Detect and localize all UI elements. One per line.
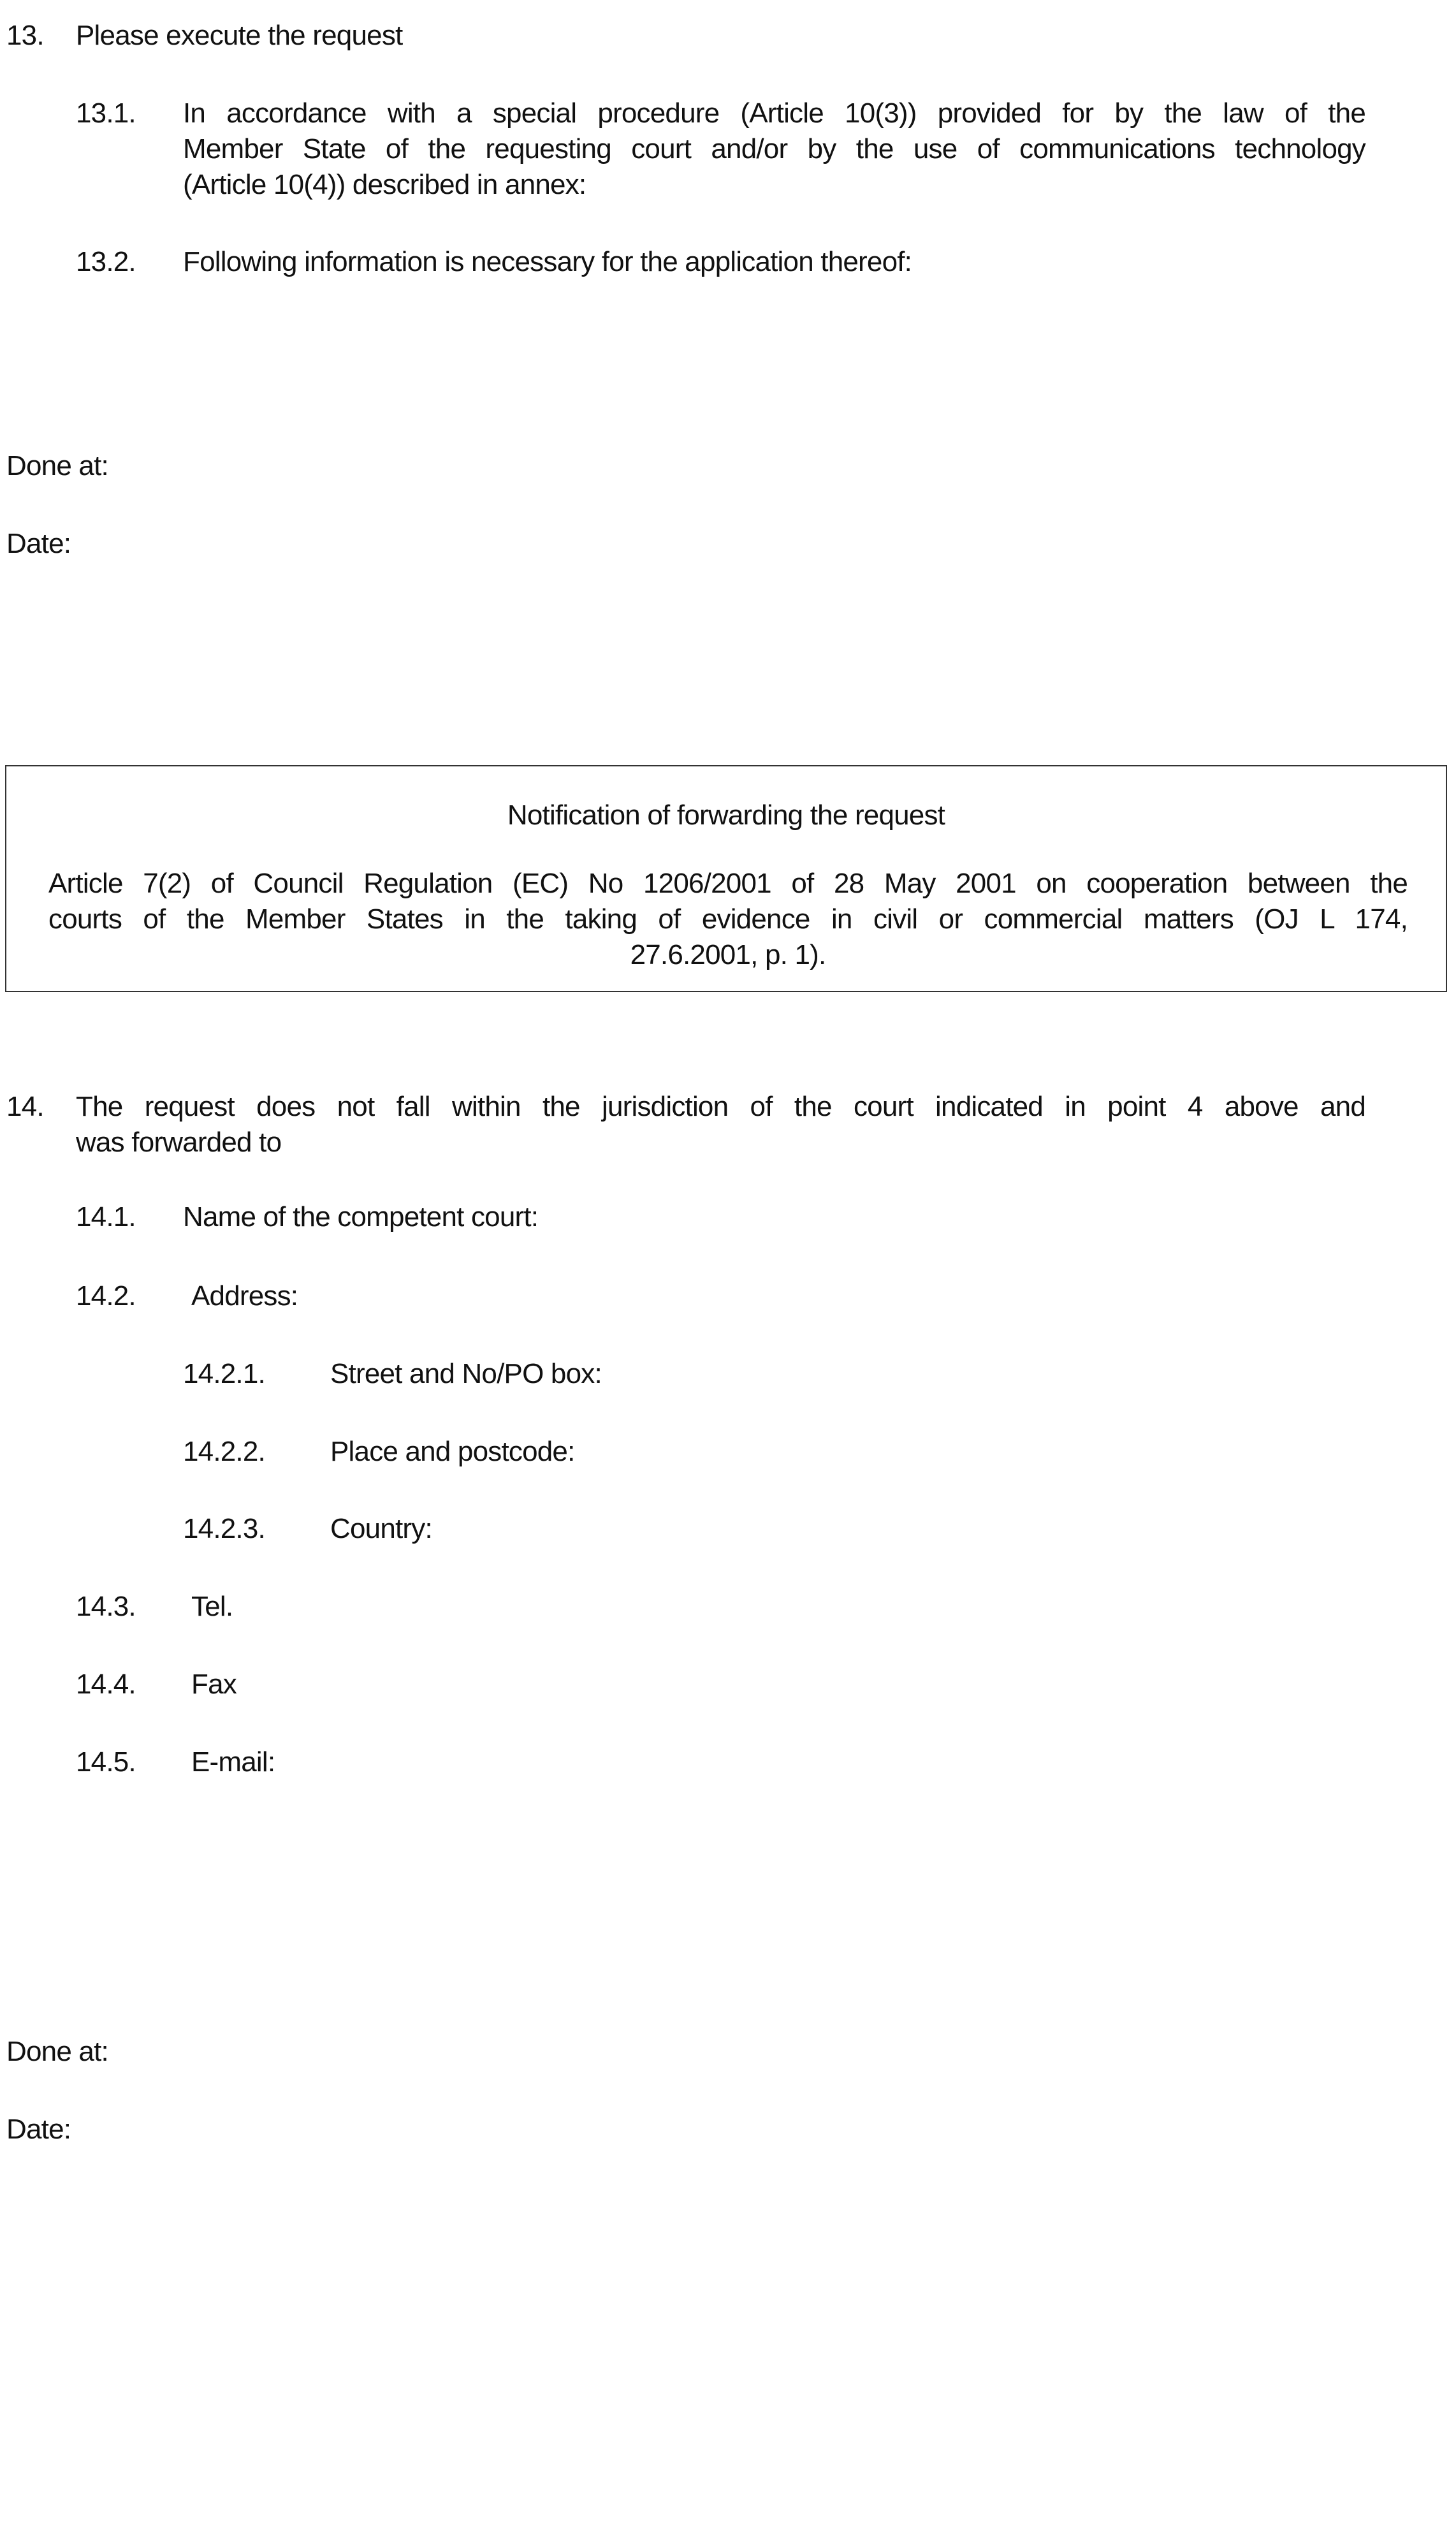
done-at-label: Done at: — [6, 450, 108, 481]
item-14-2-2-number: 14.2.2. — [183, 1436, 265, 1467]
item-13-2-text: Following information is necessary for the application thereof: — [183, 246, 912, 277]
text-line: The request does not fall within the jurisdiction of the court indicated in point 4 above and — [76, 1091, 1365, 1122]
item-14-1-label: Name of the competent court: — [183, 1201, 539, 1232]
text-line: was forwarded to — [76, 1127, 282, 1158]
item-14-5-number: 14.5. — [76, 1746, 136, 1778]
item-13-2-number: 13.2. — [76, 246, 136, 277]
item-14-3-number: 14.3. — [76, 1591, 136, 1622]
notification-text — [48, 866, 1408, 973]
text-line: In accordance with a special procedure (Article 10(3)) provided for by the law of the — [183, 98, 1365, 129]
date-label-2: Date: — [6, 2114, 71, 2145]
item-14-3-label: Tel. — [191, 1591, 233, 1622]
text-line: Member State of the requesting court and/or by the use of communications technology — [183, 133, 1365, 165]
notification-title: Notification of forwarding the request — [507, 800, 945, 831]
text-line: Article 7(2) of Council Regulation (EC) No 1206/2001 of 28 May 2001 on cooperation between the — [48, 868, 1408, 899]
text-line: courts of the Member States in the taking of evidence in civil or commercial matters (OJ L 174, — [48, 903, 1408, 935]
text-line: 27.6.2001, p. 1). — [630, 939, 826, 970]
item-14-2-1-number: 14.2.1. — [183, 1358, 265, 1389]
item-14-2-number: 14.2. — [76, 1280, 136, 1312]
item-14-2-label: Address: — [191, 1280, 298, 1312]
item-14-2-2-label: Place and postcode: — [330, 1436, 575, 1467]
section-14-text — [76, 1089, 1365, 1160]
item-13-1-number: 13.1. — [76, 98, 136, 129]
section-14-number: 14. — [6, 1091, 44, 1122]
text-line: (Article 10(4)) described in annex: — [183, 169, 586, 200]
item-14-2-3-number: 14.2.3. — [183, 1513, 265, 1544]
item-14-1-number: 14.1. — [76, 1201, 136, 1232]
item-14-5-label: E-mail: — [191, 1746, 275, 1778]
date-label: Date: — [6, 528, 71, 559]
item-14-2-1-label: Street and No/PO box: — [330, 1358, 602, 1389]
section-13-title: Please execute the request — [76, 20, 403, 51]
item-14-4-number: 14.4. — [76, 1669, 136, 1700]
done-at-label-2: Done at: — [6, 2036, 108, 2067]
item-14-2-3-label: Country: — [330, 1513, 432, 1544]
item-14-4-label: Fax — [191, 1669, 237, 1700]
item-13-1-text — [183, 96, 1365, 203]
section-13-number: 13. — [6, 20, 44, 51]
